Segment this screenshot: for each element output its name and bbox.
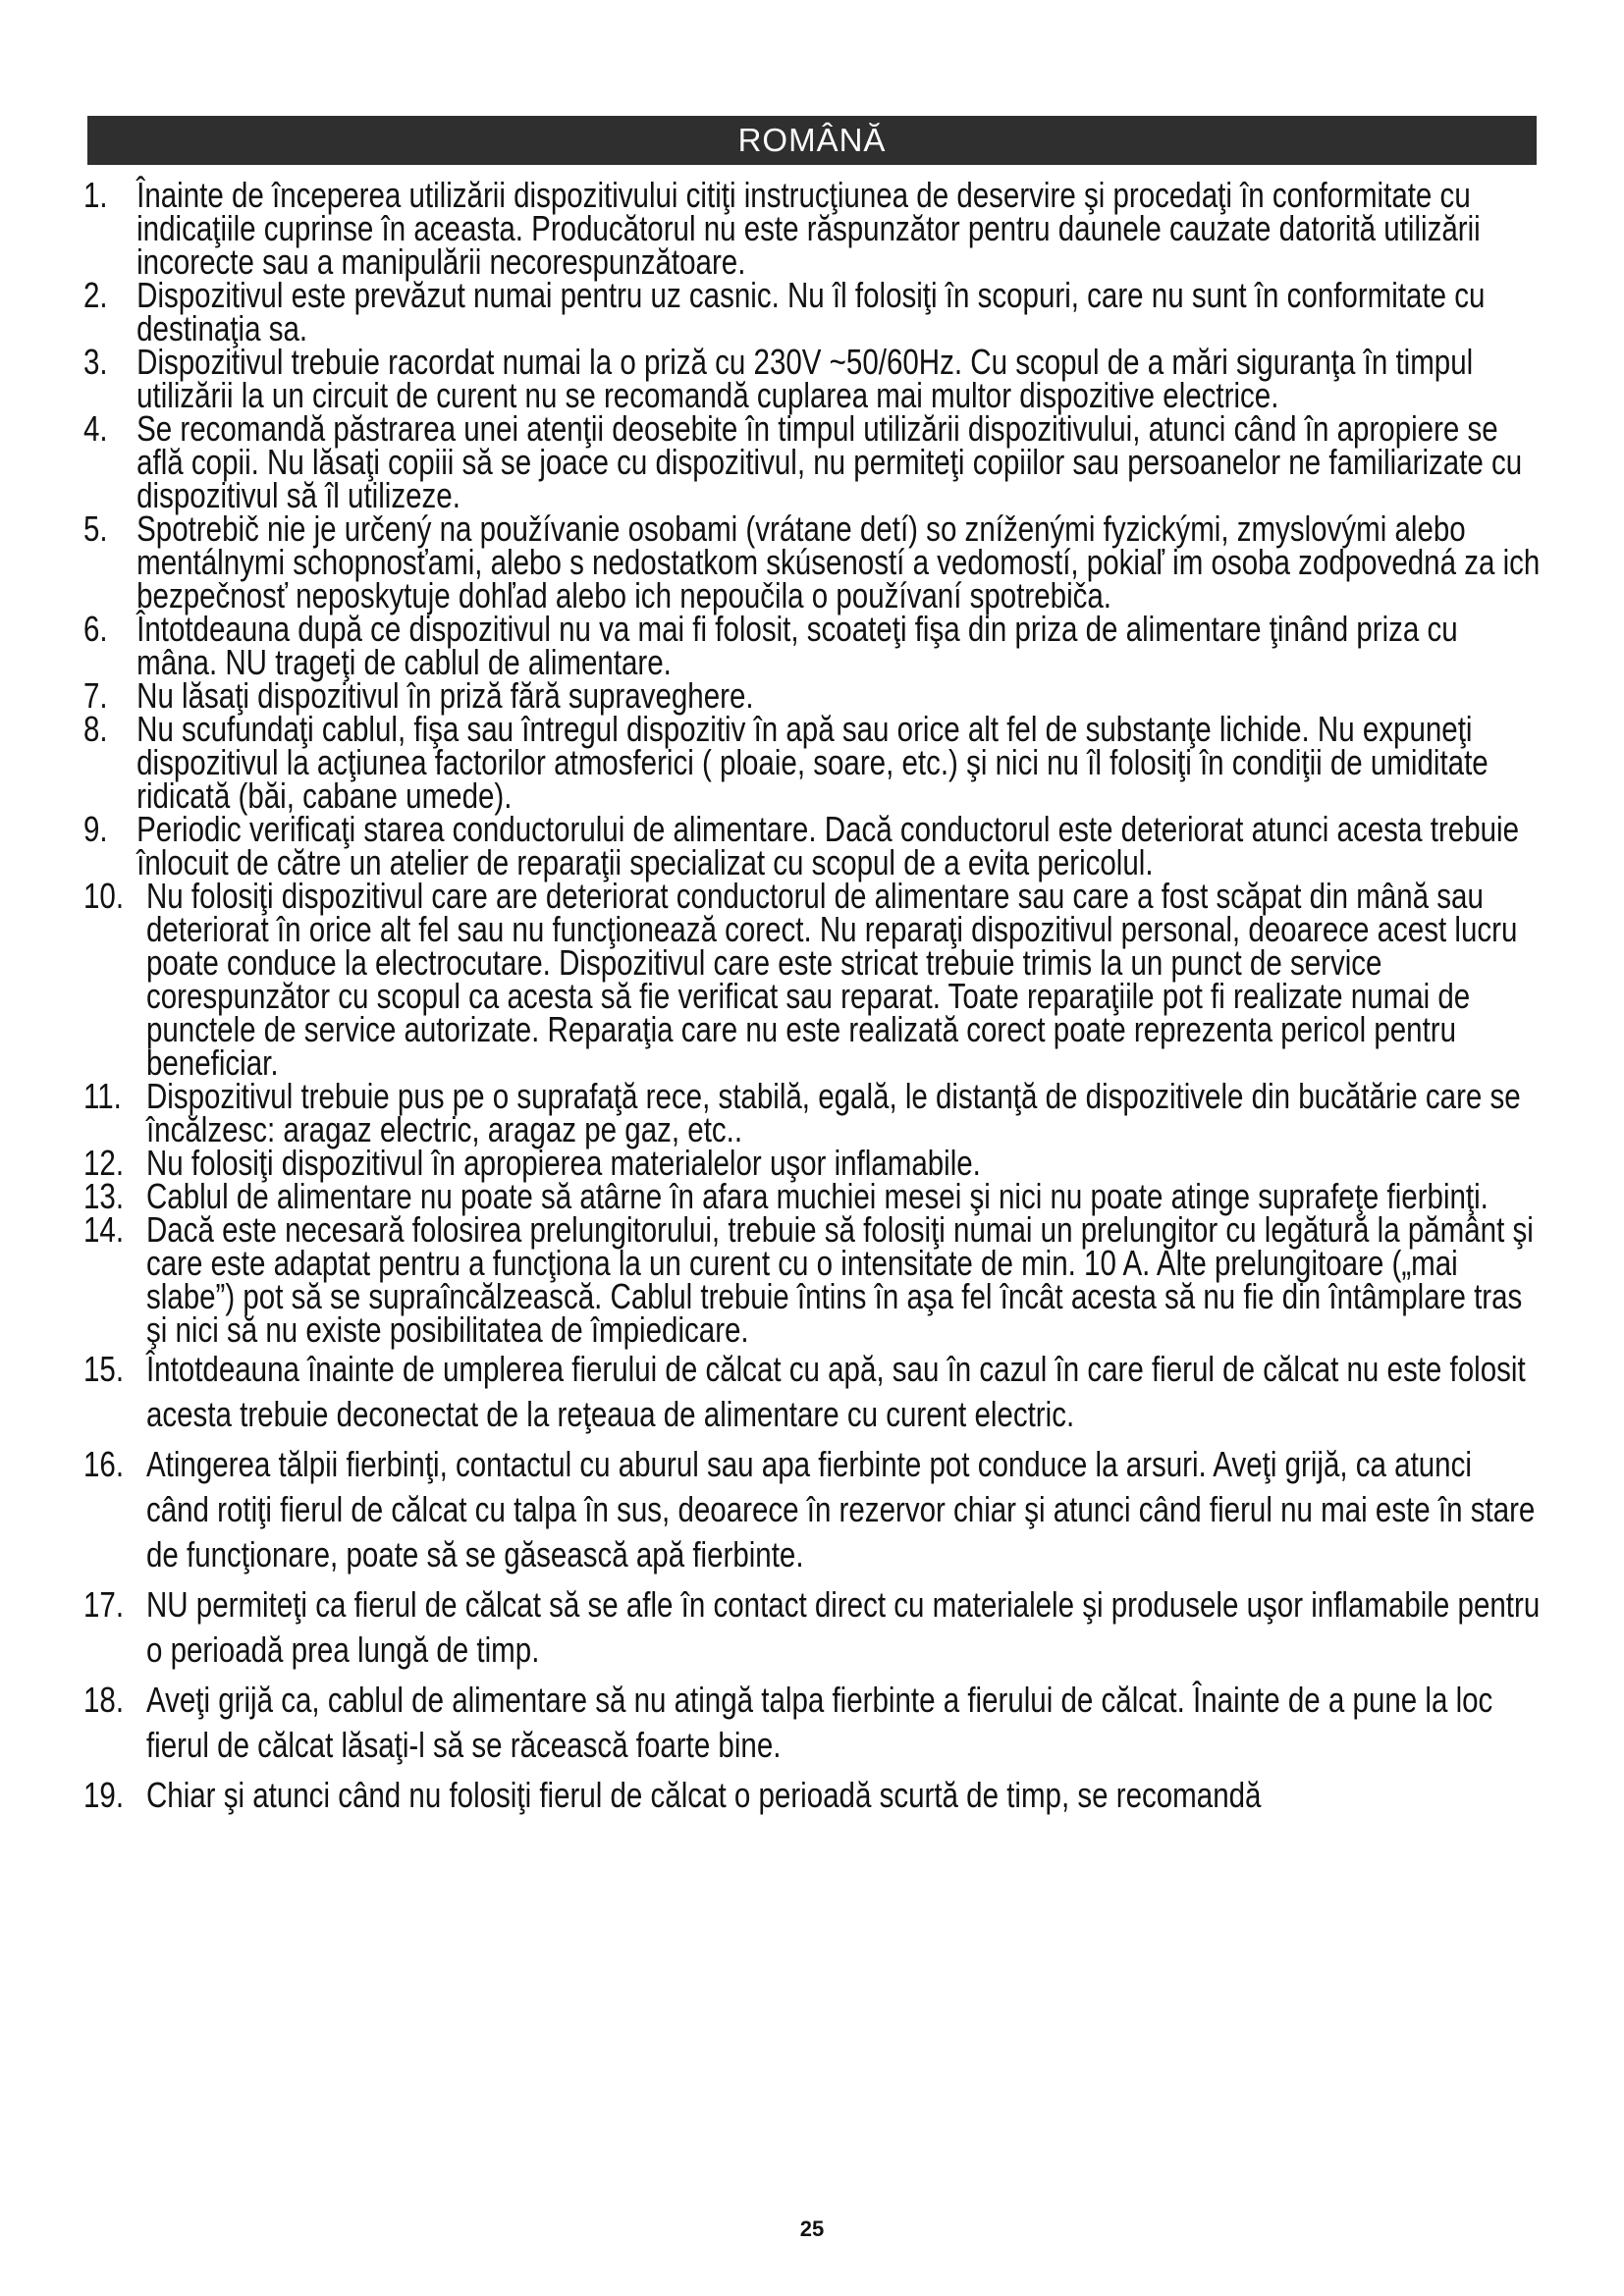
item-text: NU permiteţi ca fierul de călcat să se afle în contact direct cu materialele şi produsele uşor inflamabile pentru o perioadă prea lungă de timp.	[145, 1584, 1541, 1670]
item-text: Nu scufundaţi cablul, fişa sau întregul dispozitiv în apă sau orice alt fel de substanţe lichide. Nu expuneţi dispozitivul la acţiunea factorilor atmosferici ( ploaie, soare, etc.) şi nici nu îl folosiţi în condiţii de umiditate ridicată (băi, cabane umede).	[136, 709, 1489, 816]
item-text: Dacă este necesară folosirea prelungitorului, trebuie să folosiţi numai un prelungitor cu legătură la pământ şi care este adaptat pentru a funcţiona la un curent cu o intensitate de min. 10 A. Alte prelungitoare („mai slabe”) pot să se supraîncălzească. Cablul trebuie întins în aşa fel încât acesta să nu fie din întâmplare tras şi nici să nu existe posibilitatea de împiedicare.	[145, 1209, 1534, 1350]
item-number: 12.	[83, 1143, 125, 1183]
section-title: ROMÂNĂ	[737, 122, 887, 158]
item-text: Cablul de alimentare nu poate să atârne în afara muchiei mesei şi nici nu poate atinge suprafeţe fierbinţi.	[145, 1176, 1489, 1216]
item-number: 6.	[83, 609, 108, 649]
list-item	[83, 675, 1542, 716]
list-item	[83, 1209, 1542, 1350]
page-number: 25	[799, 2216, 825, 2241]
list-item	[83, 609, 1542, 682]
item-number: 14.	[83, 1209, 125, 1250]
item-text: Aveţi grijă ca, cablul de alimentare să nu atingă talpa fierbinte a fierului de călcat. Înainte de a pune la loc fierul de călcat lăsaţi-l să se răcească foarte bine.	[145, 1680, 1493, 1765]
item-number: 2.	[83, 275, 108, 315]
item-text: Periodic verificaţi starea conductorului de alimentare. Dacă conductorul este deteriorat atunci acesta trebuie înlocuit de către un atelier de reparaţii specializat cu scopul de a evita pericolul.	[136, 809, 1520, 882]
list-item	[83, 709, 1542, 816]
item-number: 1.	[83, 175, 108, 215]
item-text: Întotdeauna înainte de umplerea fierului de călcat cu apă, sau în cazul în care fierul de călcat nu este folosit acesta trebuie deconectat de la reţeaua de alimentare cu curent electric.	[145, 1349, 1526, 1434]
item-text: Se recomandă păstrarea unei atenţii deosebite în timpul utilizării dispozitivului, atunci când în apropiere se află copii. Nu lăsaţi copiii să se joace cu dispozitivul, nu permiteţi copiilor sau persoanelor ne familiarizate cu dispozitivul să îl utilizeze.	[136, 408, 1523, 515]
item-text: Dispozitivul trebuie racordat numai la o priză cu 230V ~50/60Hz. Cu scopul de a mări siguranţa în timpul utilizării la un circuit de curent nu se recomandă cuplarea mai multor dispozitive electrice.	[136, 342, 1474, 415]
list-item	[83, 1347, 1542, 1437]
instruction-list	[83, 175, 1542, 1823]
list-item	[83, 809, 1542, 882]
list-item	[83, 1076, 1542, 1149]
list-item	[83, 342, 1542, 415]
section-header-romana	[87, 116, 1537, 165]
list-item	[83, 275, 1542, 348]
list-item	[83, 1678, 1542, 1768]
item-number: 17.	[83, 1584, 125, 1625]
list-item	[83, 408, 1542, 515]
item-text: Întotdeauna după ce dispozitivul nu va mai fi folosit, scoateţi fişa din priza de alimentare ţinând priza cu mâna. NU trageţi de cablul de alimentare.	[136, 609, 1458, 682]
list-item	[83, 1582, 1542, 1673]
item-number: 7.	[83, 675, 108, 716]
list-item	[83, 1143, 1542, 1183]
item-number: 4.	[83, 408, 108, 449]
item-text: Atingerea tălpii fierbinţi, contactul cu aburul sau apa fierbinte pot conduce la arsuri. Aveţi grijă, ca atunci când rotiţi fierul de călcat cu talpa în sus, deoarece în rezervor chiar şi atunci când fierul nu mai este în stare de funcţionare, poate să se găsească apă fierbinte.	[145, 1444, 1536, 1575]
item-number: 13.	[83, 1176, 125, 1216]
list-item	[83, 1773, 1542, 1818]
item-number: 16.	[83, 1444, 125, 1484]
item-text: Chiar şi atunci când nu folosiţi fierul de călcat o perioadă scurtă de timp, se recomandă	[145, 1775, 1262, 1815]
item-number: 15.	[83, 1349, 125, 1389]
item-text: Nu lăsaţi dispozitivul în priză fără supraveghere.	[136, 675, 754, 716]
item-number: 11.	[83, 1076, 122, 1116]
list-item	[83, 1176, 1542, 1216]
item-text: Nu folosiţi dispozitivul care are deteriorat conductorul de alimentare sau care a fost scăpat din mână sau deteriorat în orice alt fel sau nu funcţionează corect. Nu reparaţi dispozitivul personal, deoarece acest lucru poate conduce la electrocutare. Dispozitivul care este stricat trebuie trimis la un punct de service corespunzător cu scopul ca acesta să fie verificat sau reparat. Toate reparaţiile pot fi realizate numai de punctele de service autorizate. Reparaţia care nu este realizată corect poate reprezenta pericol pentru beneficiar.	[145, 876, 1518, 1083]
item-text: Înainte de începerea utilizării dispozitivului citiţi instrucţiunea de deservire şi procedaţi în conformitate cu indicaţiile cuprinse în aceasta. Producătorul nu este răspunzător pentru daunele cauzate datorită utilizării incorecte sau a manipulării necorespunzătoare.	[136, 175, 1481, 282]
item-number: 19.	[83, 1775, 125, 1815]
item-number: 9.	[83, 809, 108, 849]
item-text: Dispozitivul este prevăzut numai pentru uz casnic. Nu îl folosiţi în scopuri, care nu sunt în conformitate cu destinaţia sa.	[136, 275, 1486, 348]
item-number: 18.	[83, 1680, 125, 1720]
list-item	[83, 876, 1542, 1083]
list-item	[83, 175, 1542, 282]
item-text: Nu folosiţi dispozitivul în apropierea materialelor uşor inflamabile.	[145, 1143, 981, 1183]
item-number: 3.	[83, 342, 108, 382]
item-text: Dispozitivul trebuie pus pe o suprafaţă rece, stabilă, egală, le distanţă de dispozitivele din bucătărie care se încălzesc: aragaz electric, aragaz pe gaz, etc..	[145, 1076, 1521, 1149]
list-item	[83, 508, 1542, 615]
item-number: 10.	[83, 876, 125, 916]
item-text: Spotrebič nie je určený na používanie osobami (vrátane detí) so zníženými fyzickými, zmyslovými alebo mentálnymi schopnosťami, alebo s nedostatkom skúseností a vedomostí, pokiaľ im osoba zodpovedná za ich bezpečnosť neposkytuje dohľad alebo ich nepoučila o používaní spotrebiča.	[136, 508, 1541, 615]
item-number: 5.	[83, 508, 108, 549]
item-number: 8.	[83, 709, 108, 749]
list-item	[83, 1442, 1542, 1577]
